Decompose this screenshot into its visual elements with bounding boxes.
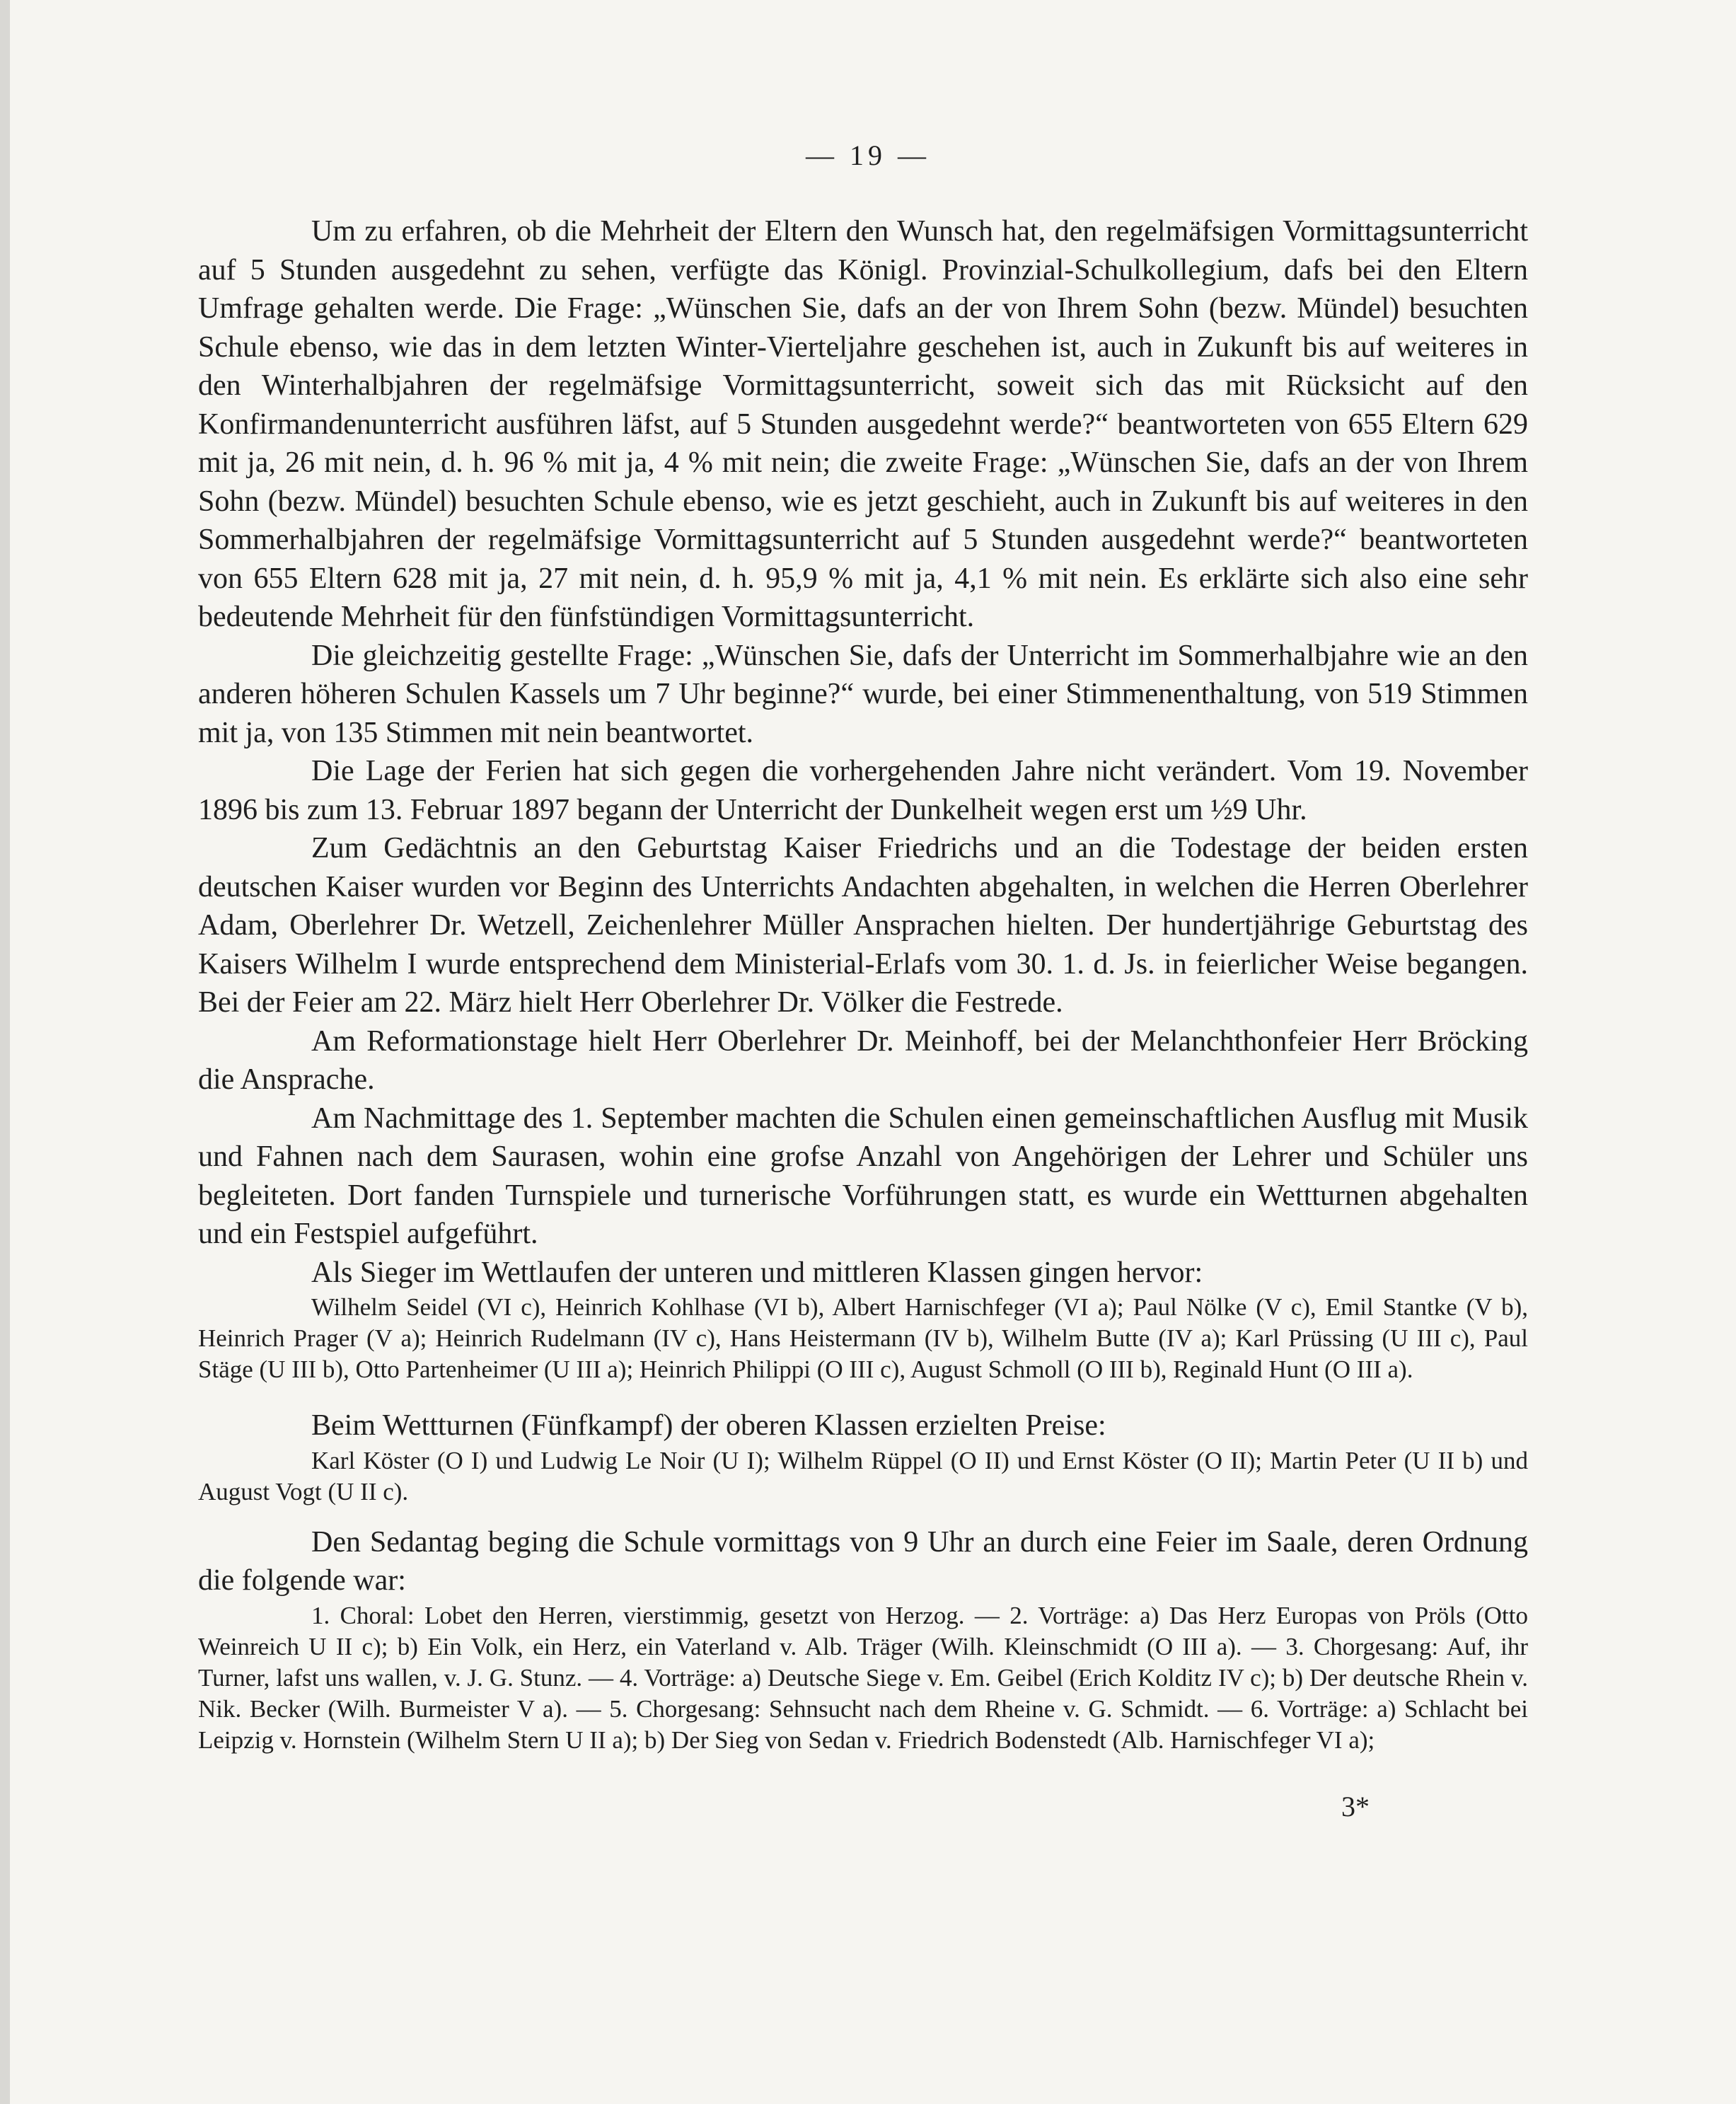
paragraph-parent-survey: Um zu erfahren, ob die Mehrheit der Eltern den Wunsch hat, den regelmäfsigen Vormittagsunterricht auf 5 Stunden ausgedehnt zu sehen, verfügte das Königl. Provinzial-Schulkollegium, dafs bei den Eltern Umfrage gehalten werde. Die Frage: „Wünschen Sie, dafs an der von Ihrem Sohn (bezw. Mündel) besuchten Schule ebenso, wie das in dem letzten Winter-Vierteljahre geschehen ist, auch in Zukunft bis auf weiteres in den Winterhalbjahren der regelmäfsige Vormittagsunterricht, soweit sich das mit Rücksicht auf den Konfirmandenunterricht ausführen läfst, auf 5 Stunden ausgedehnt werde?“ beantworteten von 655 Eltern 629 mit ja, 26 mit nein, d. h. 96 % mit ja, 4 % mit nein; die zweite Frage: „Wünschen Sie, dafs an der von Ihrem Sohn (bezw. Mündel) besuchten Schule ebenso, wie es jetzt geschieht, auch in Zukunft bis auf weiteres in den Sommerhalbjahren der regelmäfsige Vormittagsunterricht auf 5 Stunden ausgedehnt werde?“ beantworteten von 655 Eltern 628 mit ja, 27 mit nein, d. h. 95,9 % mit ja, 4,1 % mit nein. Es erklärte sich also eine sehr bedeutende Mehrheit für den fünfstündigen Vormittagsunterricht. <box>198 215 1528 633</box>
signature-mark: 3* <box>1341 1791 1370 1822</box>
paragraph-commemorations: Zum Gedächtnis an den Geburtstag Kaiser Friedrichs und an die Todestage der beiden ersten deutschen Kaiser wurden vor Beginn des Unterrichts Andachten abgehalten, in welchen die Herren Oberlehrer Adam, Oberlehrer Dr. Wetzell, Zeichenlehrer Müller Ansprachen hielten. Der hundertjährige Geburtstag des Kaisers Wilhelm I wurde entsprechend dem Ministerial-Erlafs vom 30. 1. d. Js. in feierlicher Weise begangen. Bei der Feier am 22. März hielt Herr Oberlehrer Dr. Völker die Festrede. <box>198 832 1528 1019</box>
paragraph-holidays: Die Lage der Ferien hat sich gegen die vorhergehenden Jahre nicht verändert. Vom 19. November 1896 bis zum 13. Februar 1897 begann der Unterricht der Dunkelheit wegen erst um ½9 Uhr. <box>198 755 1528 826</box>
paragraph-gymnastics-intro: Beim Wettturnen (Fünfkampf) der oberen Klassen erzielten Preise: <box>311 1409 1106 1442</box>
spacer <box>198 1385 1528 1406</box>
page-edge <box>0 0 10 2104</box>
paragraph-sedan-day: Den Sedantag beging die Schule vormittags von 9 Uhr an durch eine Feier im Saale, deren Ordnung die folgende war: <box>198 1525 1528 1597</box>
paragraph-excursion: Am Nachmittage des 1. September machten die Schulen einen gemeinschaftlichen Ausflug mit Musik und Fahnen nach dem Saurasen, wohin eine grofse Anzahl von Angehörigen der Lehrer und Schüler uns begleiteten. Dort fanden Turnspiele und turnerische Vorführungen statt, es wurde ein Wettturnen abgehalten und ein Festspiel aufgeführt. <box>198 1102 1528 1250</box>
paragraph-race-winners-intro: Als Sieger im Wettlaufen der unteren und mittleren Klassen gingen hervor: <box>311 1256 1203 1289</box>
body-text <box>198 212 1528 1756</box>
race-winners-list: Wilhelm Seidel (VI c), Heinrich Kohlhase (VI b), Albert Harnischfeger (VI a); Paul Nölke (V c), Emil Stantke (V b), Heinrich Prager (V a); Heinrich Rudelmann (IV c), Hans Heistermann (IV b), Wilhelm Butte (IV a); Karl Prüssing (U III c), Paul Stäge (U III b), Otto Partenheimer (U III a); Heinrich Philippi (O III c), August Schmoll (O III b), Reginald Hunt (O III a). <box>198 1293 1528 1383</box>
sedan-program-list: 1. Choral: Lobet den Herren, vierstimmig, gesetzt von Herzog. — 2. Vorträge: a) Das Herz Europas von Pröls (Otto Weinreich U II c); b) Ein Volk, ein Herz, ein Vaterland v. Alb. Träger (Wilh. Kleinschmidt (O III a). — 3. Chorgesang: Auf, ihr Turner, lafst uns wallen, v. J. G. Stunz. — 4. Vorträge: a) Deutsche Siege v. Em. Geibel (Erich Kolditz IV c); b) Der deutsche Rhein v. Nik. Becker (Wilh. Burmeister V a). — 5. Chorgesang: Sehnsucht nach dem Rheine v. G. Schmidt. — 6. Vorträge: a) Schlacht bei Leipzig v. Hornstein (Wilhelm Stern U II a); b) Der Sieg von Sedan v. Friedrich Bodenstedt (Alb. Harnischfeger VI a); <box>198 1601 1528 1754</box>
gymnastics-winners-list: Karl Köster (O I) und Ludwig Le Noir (U I); Wilhelm Rüppel (O II) und Ernst Köster (O II); Martin Peter (U II b) und August Vogt (U II c). <box>198 1446 1528 1505</box>
paragraph-summer-start: Die gleichzeitig gestellte Frage: „Wünschen Sie, dafs der Unterricht im Sommerhalbjahre wie an den anderen höheren Schulen Kassels um 7 Uhr beginne?“ wurde, bei einer Stimmenenthaltung, von 519 Stimmen mit ja, von 135 Stimmen mit nein beantwortet. <box>198 639 1528 749</box>
spacer <box>198 1508 1528 1523</box>
paragraph-reformation-day: Am Reformationstage hielt Herr Oberlehrer Dr. Meinhoff, bei der Melanchthonfeier Herr Bröcking die Ansprache. <box>198 1024 1528 1096</box>
page-number: — 19 — <box>806 139 930 171</box>
